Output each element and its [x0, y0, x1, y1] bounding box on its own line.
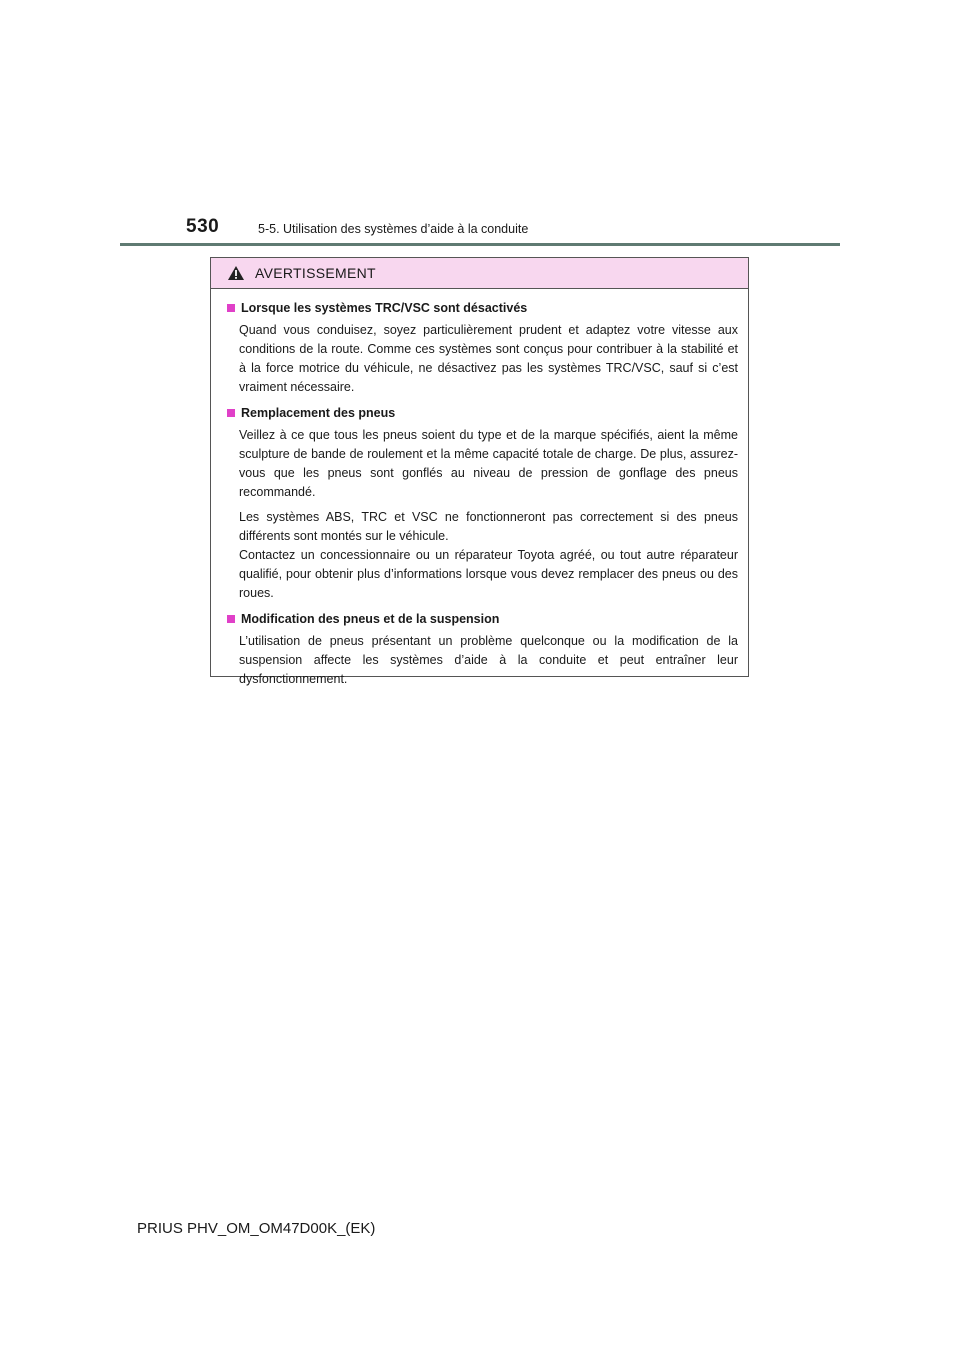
section-heading-text: Lorsque les systèmes TRC/VSC sont désactivés: [241, 301, 528, 315]
section-title: 5-5. Utilisation des systèmes d’aide à la conduite: [258, 222, 529, 236]
paragraph: Les systèmes ABS, TRC et VSC ne fonctionneront pas correctement si des pneus différents sont montés sur le véhicule.: [239, 510, 738, 543]
section-heading-text: Remplacement des pneus: [241, 406, 396, 420]
document-code: PRIUS PHV_OM_OM47D00K_(EK): [137, 1220, 376, 1237]
warning-section-trc-vsc: [227, 301, 738, 397]
warning-title: AVERTISSEMENT: [255, 265, 376, 281]
square-bullet-icon: [227, 615, 235, 623]
section-heading: [227, 406, 738, 420]
section-heading: [227, 301, 738, 315]
paragraph: Veillez à ce que tous les pneus soient du type et de la marque spécifiés, aient la même sculpture de bande de roulement et la même capacité totale de charge. De plus, assurez-vous que les pneus sont gonflés au niveau de pression de gonflage des pneus recommandé.: [239, 428, 738, 499]
paragraph: Contactez un concessionnaire ou un réparateur Toyota agréé, ou tout autre réparateur qualifié, pour obtenir plus d’informations lorsque vous devez remplacer des pneus ou des roues.: [239, 548, 738, 600]
warning-header: [211, 258, 748, 289]
paragraph: L’utilisation de pneus présentant un problème quelconque ou la modification de la suspension affecte les systèmes d’aide à la conduite et peut entraîner leur dysfonctionnement.: [239, 634, 738, 686]
warning-box: [210, 257, 749, 686]
warning-triangle-icon: [227, 265, 245, 281]
square-bullet-icon: [227, 409, 235, 417]
section-heading-text: Modification des pneus et de la suspension: [241, 612, 500, 626]
square-bullet-icon: [227, 304, 235, 312]
paragraph: Quand vous conduisez, soyez particulièrement prudent et adaptez votre vitesse aux conditions de la route. Comme ces systèmes sont conçus pour contribuer à la stabilité et à la force motrice du véhicule, ne désactivez pas les systèmes TRC/VSC, sauf si c’est vraiment nécessaire.: [239, 323, 738, 394]
warning-body: [211, 289, 748, 689]
page-number: 530: [186, 216, 220, 237]
header-divider: [120, 243, 840, 246]
warning-section-suspension: [227, 612, 738, 689]
section-heading: [227, 612, 738, 626]
warning-section-tires: [227, 406, 738, 603]
